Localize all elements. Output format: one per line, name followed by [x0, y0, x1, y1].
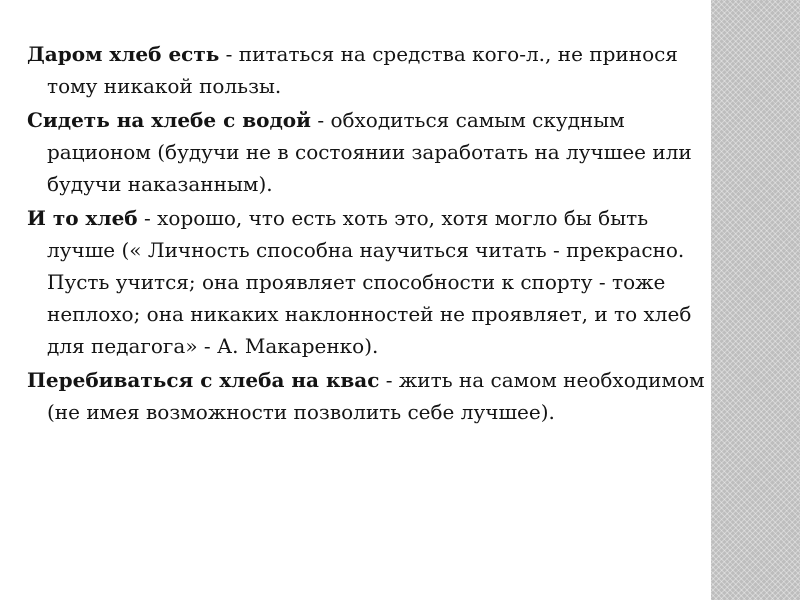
idiom-item	[27, 202, 707, 362]
idiom-list	[27, 38, 707, 430]
idiom-definition: - обходиться самым скудным рационом (будучи не в состоянии заработать на лучшее или будучи наказанным).	[47, 108, 692, 196]
idiom-definition: - хорошо, что есть хоть это, хотя могло бы быть лучше (« Личность способна научиться читать - прекрасно. Пусть учится; она проявляет способности к спорту - тоже неплохо; она никаких наклонностей не проявляет, и то хлеб для педагога» - А. Макаренко).	[47, 206, 692, 358]
idiom-definition: - питаться на средства кого-л., не принося тому никакой пользы.	[47, 42, 678, 98]
idiom-term: Сидеть на хлебе с водой	[27, 108, 311, 132]
idiom-item	[27, 38, 707, 102]
idiom-term: И то хлеб	[27, 206, 138, 230]
idiom-item	[27, 364, 707, 428]
idiom-term: Даром хлеб есть	[27, 42, 220, 66]
idiom-term: Перебиваться с хлеба на квас	[27, 368, 380, 392]
decorative-side-stripe	[711, 0, 800, 600]
idiom-item	[27, 104, 707, 200]
idiom-definition: - жить на самом необходимом (не имея возможности позволить себе лучшее).	[47, 368, 705, 424]
